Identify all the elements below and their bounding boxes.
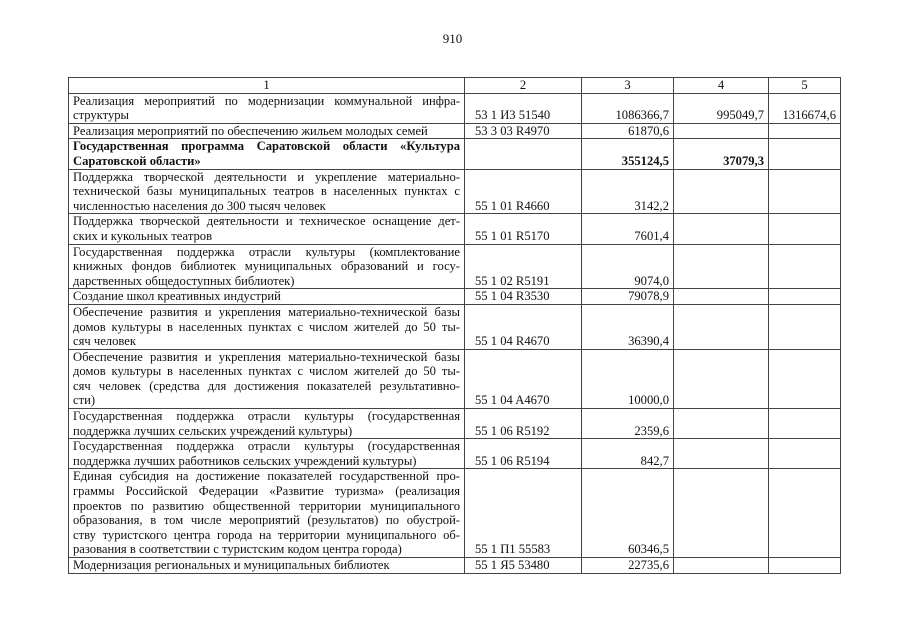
row-value-col-5 bbox=[769, 439, 841, 469]
row-value-col-4 bbox=[674, 304, 769, 349]
row-value-col-4 bbox=[674, 123, 769, 139]
row-description bbox=[69, 139, 465, 169]
row-value-col-4 bbox=[674, 349, 769, 408]
row-value-col-4 bbox=[674, 558, 769, 574]
row-value-col-5 bbox=[769, 469, 841, 558]
row-value-col-3: 10000,0 bbox=[582, 349, 674, 408]
description-line: Поддержка творческой деятельности и техническое оснащение дет- bbox=[73, 214, 460, 229]
description-line: технической базы муниципальных театров в населенных пунктах с bbox=[73, 184, 460, 199]
table-header-row bbox=[69, 78, 841, 94]
row-value-col-5 bbox=[769, 349, 841, 408]
row-value-col-3: 22735,6 bbox=[582, 558, 674, 574]
row-value-col-4: 995049,7 bbox=[674, 93, 769, 123]
row-value-col-5 bbox=[769, 214, 841, 244]
row-value-col-4 bbox=[674, 439, 769, 469]
table-row bbox=[69, 123, 841, 139]
description-line: Государственная поддержка отрасли культуры (государственная bbox=[73, 439, 460, 454]
row-code: 55 1 02 R5191 bbox=[465, 244, 582, 289]
row-value-col-3: 2359,6 bbox=[582, 409, 674, 439]
table-row bbox=[69, 469, 841, 558]
page-number: 910 bbox=[442, 31, 463, 46]
table-row bbox=[69, 558, 841, 574]
table-row bbox=[69, 244, 841, 289]
description-line: домов культуры в населенных пунктах с числом жителей до 50 ты- bbox=[73, 364, 460, 379]
row-code: 53 1 И3 51540 bbox=[465, 93, 582, 123]
table-row bbox=[69, 304, 841, 349]
row-description bbox=[69, 214, 465, 244]
row-code: 55 1 01 R5170 bbox=[465, 214, 582, 244]
row-value-col-5 bbox=[769, 244, 841, 289]
row-value-col-5 bbox=[769, 558, 841, 574]
header-col-2: 2 bbox=[465, 78, 582, 94]
row-description bbox=[69, 244, 465, 289]
description-line: Государственная программа Саратовской области «Культура bbox=[73, 139, 460, 154]
table-row bbox=[69, 139, 841, 169]
row-description bbox=[69, 123, 465, 139]
row-value-col-3: 7601,4 bbox=[582, 214, 674, 244]
description-line: ских и кукольных театров bbox=[73, 228, 213, 243]
description-line: Единая субсидия на достижение показателей государственной про- bbox=[73, 469, 460, 484]
row-value-col-4 bbox=[674, 409, 769, 439]
row-value-col-4 bbox=[674, 289, 769, 305]
row-description bbox=[69, 469, 465, 558]
table-row bbox=[69, 289, 841, 305]
header-col-3: 3 bbox=[582, 78, 674, 94]
description-line: поддержка лучших работников сельских учреждений культуры) bbox=[73, 453, 417, 468]
row-code bbox=[465, 139, 582, 169]
row-value-col-3: 60346,5 bbox=[582, 469, 674, 558]
description-line: сти) bbox=[73, 393, 96, 408]
description-line: сяч человек bbox=[73, 334, 136, 349]
row-value-col-4: 37079,3 bbox=[674, 139, 769, 169]
row-code: 55 1 06 R5194 bbox=[465, 439, 582, 469]
row-code: 55 1 01 R4660 bbox=[465, 169, 582, 214]
description-line: Создание школ креативных индустрий bbox=[73, 289, 281, 304]
row-value-col-4 bbox=[674, 469, 769, 558]
description-line: Обеспечение развития и укрепления материально-технической базы bbox=[73, 349, 460, 364]
row-description bbox=[69, 304, 465, 349]
row-value-col-3: 61870,6 bbox=[582, 123, 674, 139]
row-value-col-5 bbox=[769, 289, 841, 305]
row-value-col-3: 355124,5 bbox=[582, 139, 674, 169]
row-value-col-3: 79078,9 bbox=[582, 289, 674, 305]
row-code: 55 1 04 A4670 bbox=[465, 349, 582, 408]
description-line: Саратовской области» bbox=[73, 153, 201, 168]
row-description bbox=[69, 409, 465, 439]
description-line: дарственных общедоступных библиотек) bbox=[73, 273, 295, 288]
row-value-col-3: 1086366,7 bbox=[582, 93, 674, 123]
description-line: домов культуры в населенных пунктах с числом жителей до 50 ты- bbox=[73, 319, 460, 334]
row-description bbox=[69, 349, 465, 408]
description-line: Реализация мероприятий по обеспечению жильем молодых семей bbox=[73, 123, 428, 138]
row-code: 53 3 03 R4970 bbox=[465, 123, 582, 139]
row-value-col-3: 9074,0 bbox=[582, 244, 674, 289]
row-value-col-4 bbox=[674, 169, 769, 214]
description-line: Государственная поддержка отрасли культуры (комплектование bbox=[73, 244, 460, 259]
description-line: структуры bbox=[73, 108, 130, 123]
row-description bbox=[69, 169, 465, 214]
row-value-col-5: 1316674,6 bbox=[769, 93, 841, 123]
row-code: 55 1 Я5 53480 bbox=[465, 558, 582, 574]
table-row bbox=[69, 169, 841, 214]
table-row bbox=[69, 93, 841, 123]
description-line: поддержка лучших сельских учреждений культуры) bbox=[73, 423, 353, 438]
row-value-col-3: 842,7 bbox=[582, 439, 674, 469]
description-line: проектов по развитию общественной территории муниципального bbox=[73, 498, 460, 513]
description-line: сяч человек (средства для достижения показателей результативно- bbox=[73, 378, 460, 393]
table-row bbox=[69, 349, 841, 408]
description-line: образования, в том числе мероприятий (результатов) по обустрой- bbox=[73, 513, 460, 528]
row-value-col-3: 36390,4 bbox=[582, 304, 674, 349]
row-description bbox=[69, 558, 465, 574]
row-code: 55 1 04 R4670 bbox=[465, 304, 582, 349]
row-value-col-4 bbox=[674, 244, 769, 289]
row-code: 55 1 06 R5192 bbox=[465, 409, 582, 439]
row-code: 55 1 04 R3530 bbox=[465, 289, 582, 305]
row-value-col-5 bbox=[769, 304, 841, 349]
row-value-col-5 bbox=[769, 123, 841, 139]
row-value-col-5 bbox=[769, 139, 841, 169]
header-col-4: 4 bbox=[674, 78, 769, 94]
description-line: ству туристского центра города на территории муниципального об- bbox=[73, 527, 460, 542]
table-row bbox=[69, 409, 841, 439]
row-value-col-3: 3142,2 bbox=[582, 169, 674, 214]
table-row bbox=[69, 439, 841, 469]
row-value-col-5 bbox=[769, 169, 841, 214]
description-line: книжных фондов библиотек муниципальных образований и госу- bbox=[73, 259, 460, 274]
table-row bbox=[69, 214, 841, 244]
description-line: Поддержка творческой деятельности и укрепление материально- bbox=[73, 169, 460, 184]
description-line: разования в соответствии с туристским кодом центра города) bbox=[73, 542, 402, 557]
description-line: Государственная поддержка отрасли культуры (государственная bbox=[73, 409, 460, 424]
header-col-5: 5 bbox=[769, 78, 841, 94]
row-description bbox=[69, 439, 465, 469]
description-line: Обеспечение развития и укрепления материально-технической базы bbox=[73, 304, 460, 319]
budget-table bbox=[68, 77, 841, 574]
header-col-1: 1 bbox=[69, 78, 465, 94]
description-line: Реализация мероприятий по модернизации коммунальной инфра- bbox=[73, 93, 460, 108]
row-description bbox=[69, 289, 465, 305]
description-line: численностью населения до 300 тысяч человек bbox=[73, 198, 326, 213]
description-line: граммы Российской Федерации «Развитие туризма» (реализация bbox=[73, 484, 460, 499]
row-description bbox=[69, 93, 465, 123]
row-value-col-4 bbox=[674, 214, 769, 244]
description-line: Модернизация региональных и муниципальных библиотек bbox=[73, 558, 390, 572]
row-value-col-5 bbox=[769, 409, 841, 439]
row-code: 55 1 П1 55583 bbox=[465, 469, 582, 558]
